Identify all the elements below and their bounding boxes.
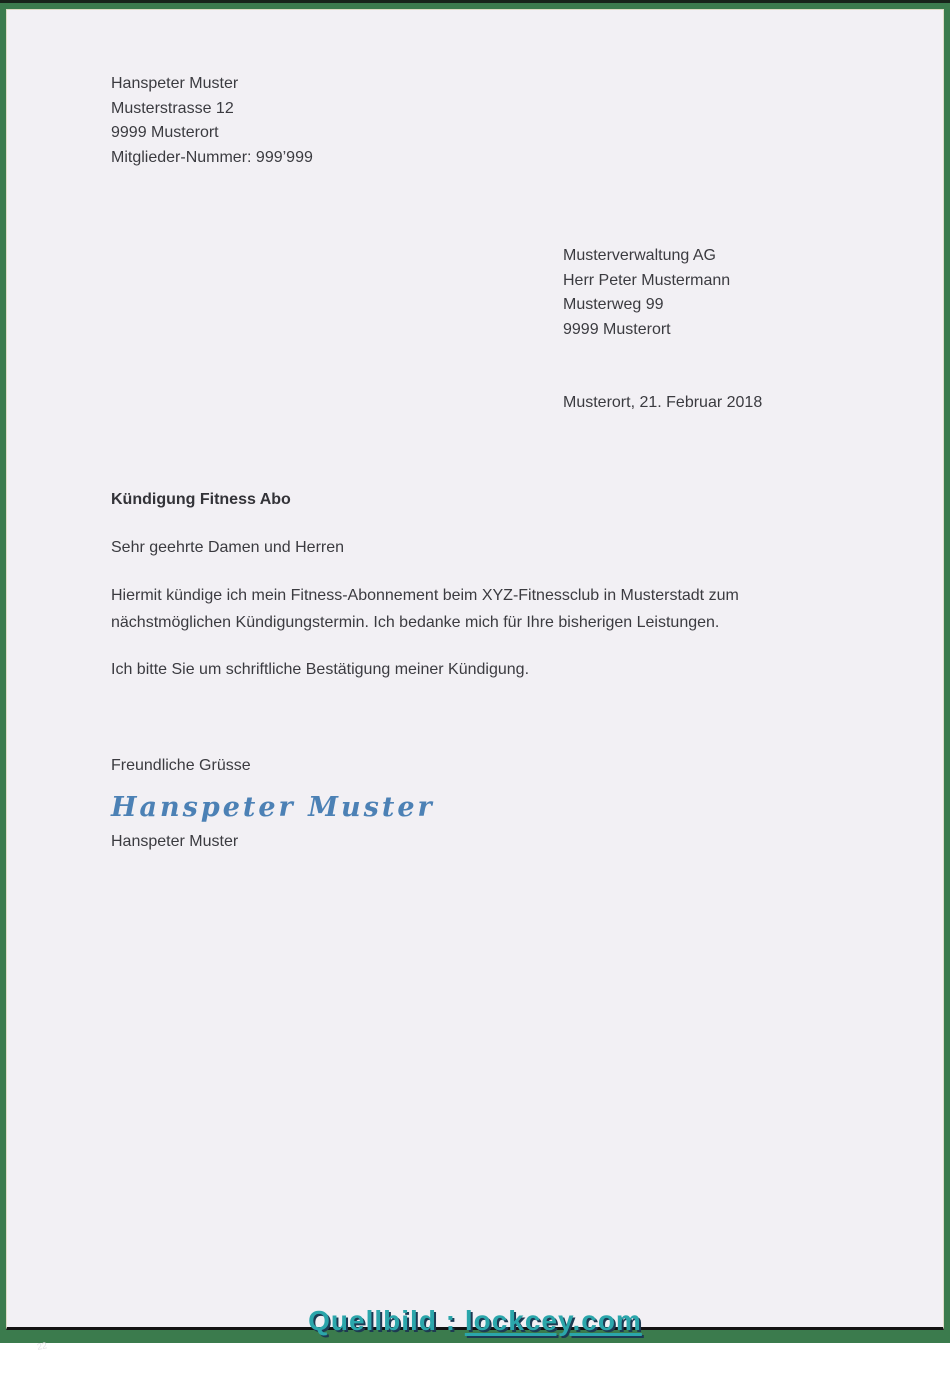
body-paragraph-2: Ich bitte Sie um schriftliche Bestätigung meiner Kündigung. — [111, 660, 530, 678]
sender-member-number: Mitglieder-Nummer: 999’999 — [111, 148, 313, 166]
date-line: Musterort, 21. Februar 2018 — [563, 394, 763, 411]
sender-street: Musterstrasse 12 — [111, 99, 234, 117]
faint-scan-artifact: 22 — [36, 1340, 48, 1352]
subject-line: Kündigung Fitness Abo — [111, 490, 291, 508]
recipient-address-block — [563, 244, 943, 342]
salutation: Sehr geehrte Damen und Herren — [111, 538, 345, 556]
sender-name: Hanspeter Muster — [111, 75, 239, 92]
body-paragraph-1: Hiermit kündige ich mein Fitness-Abonnement beim XYZ-Fitnessclub in Musterstadt zum nächstmöglichen Kündigungstermin. Ich bedanke mich für Ihre bisherigen Leistungen. — [111, 586, 739, 631]
sender-city: 9999 Musterort — [111, 124, 219, 141]
letter-content — [7, 72, 943, 1389]
handwritten-signature: Hanspeter Muster — [111, 791, 435, 823]
typed-signer-name: Hanspeter Muster — [111, 832, 239, 850]
closing-phrase: Freundliche Grüsse — [111, 756, 251, 774]
watermark-prefix: Quellbild : — [308, 1305, 465, 1336]
source-watermark — [0, 1305, 950, 1337]
watermark-source-link[interactable]: lockcey.com — [464, 1305, 642, 1336]
recipient-contact: Herr Peter Mustermann — [563, 271, 731, 289]
recipient-city: 9999 Musterort — [563, 320, 671, 338]
recipient-street: Musterweg 99 — [563, 296, 664, 313]
recipient-company: Musterverwaltung AG — [563, 247, 716, 264]
letter-page — [6, 9, 944, 1352]
sender-address-block — [111, 72, 943, 170]
